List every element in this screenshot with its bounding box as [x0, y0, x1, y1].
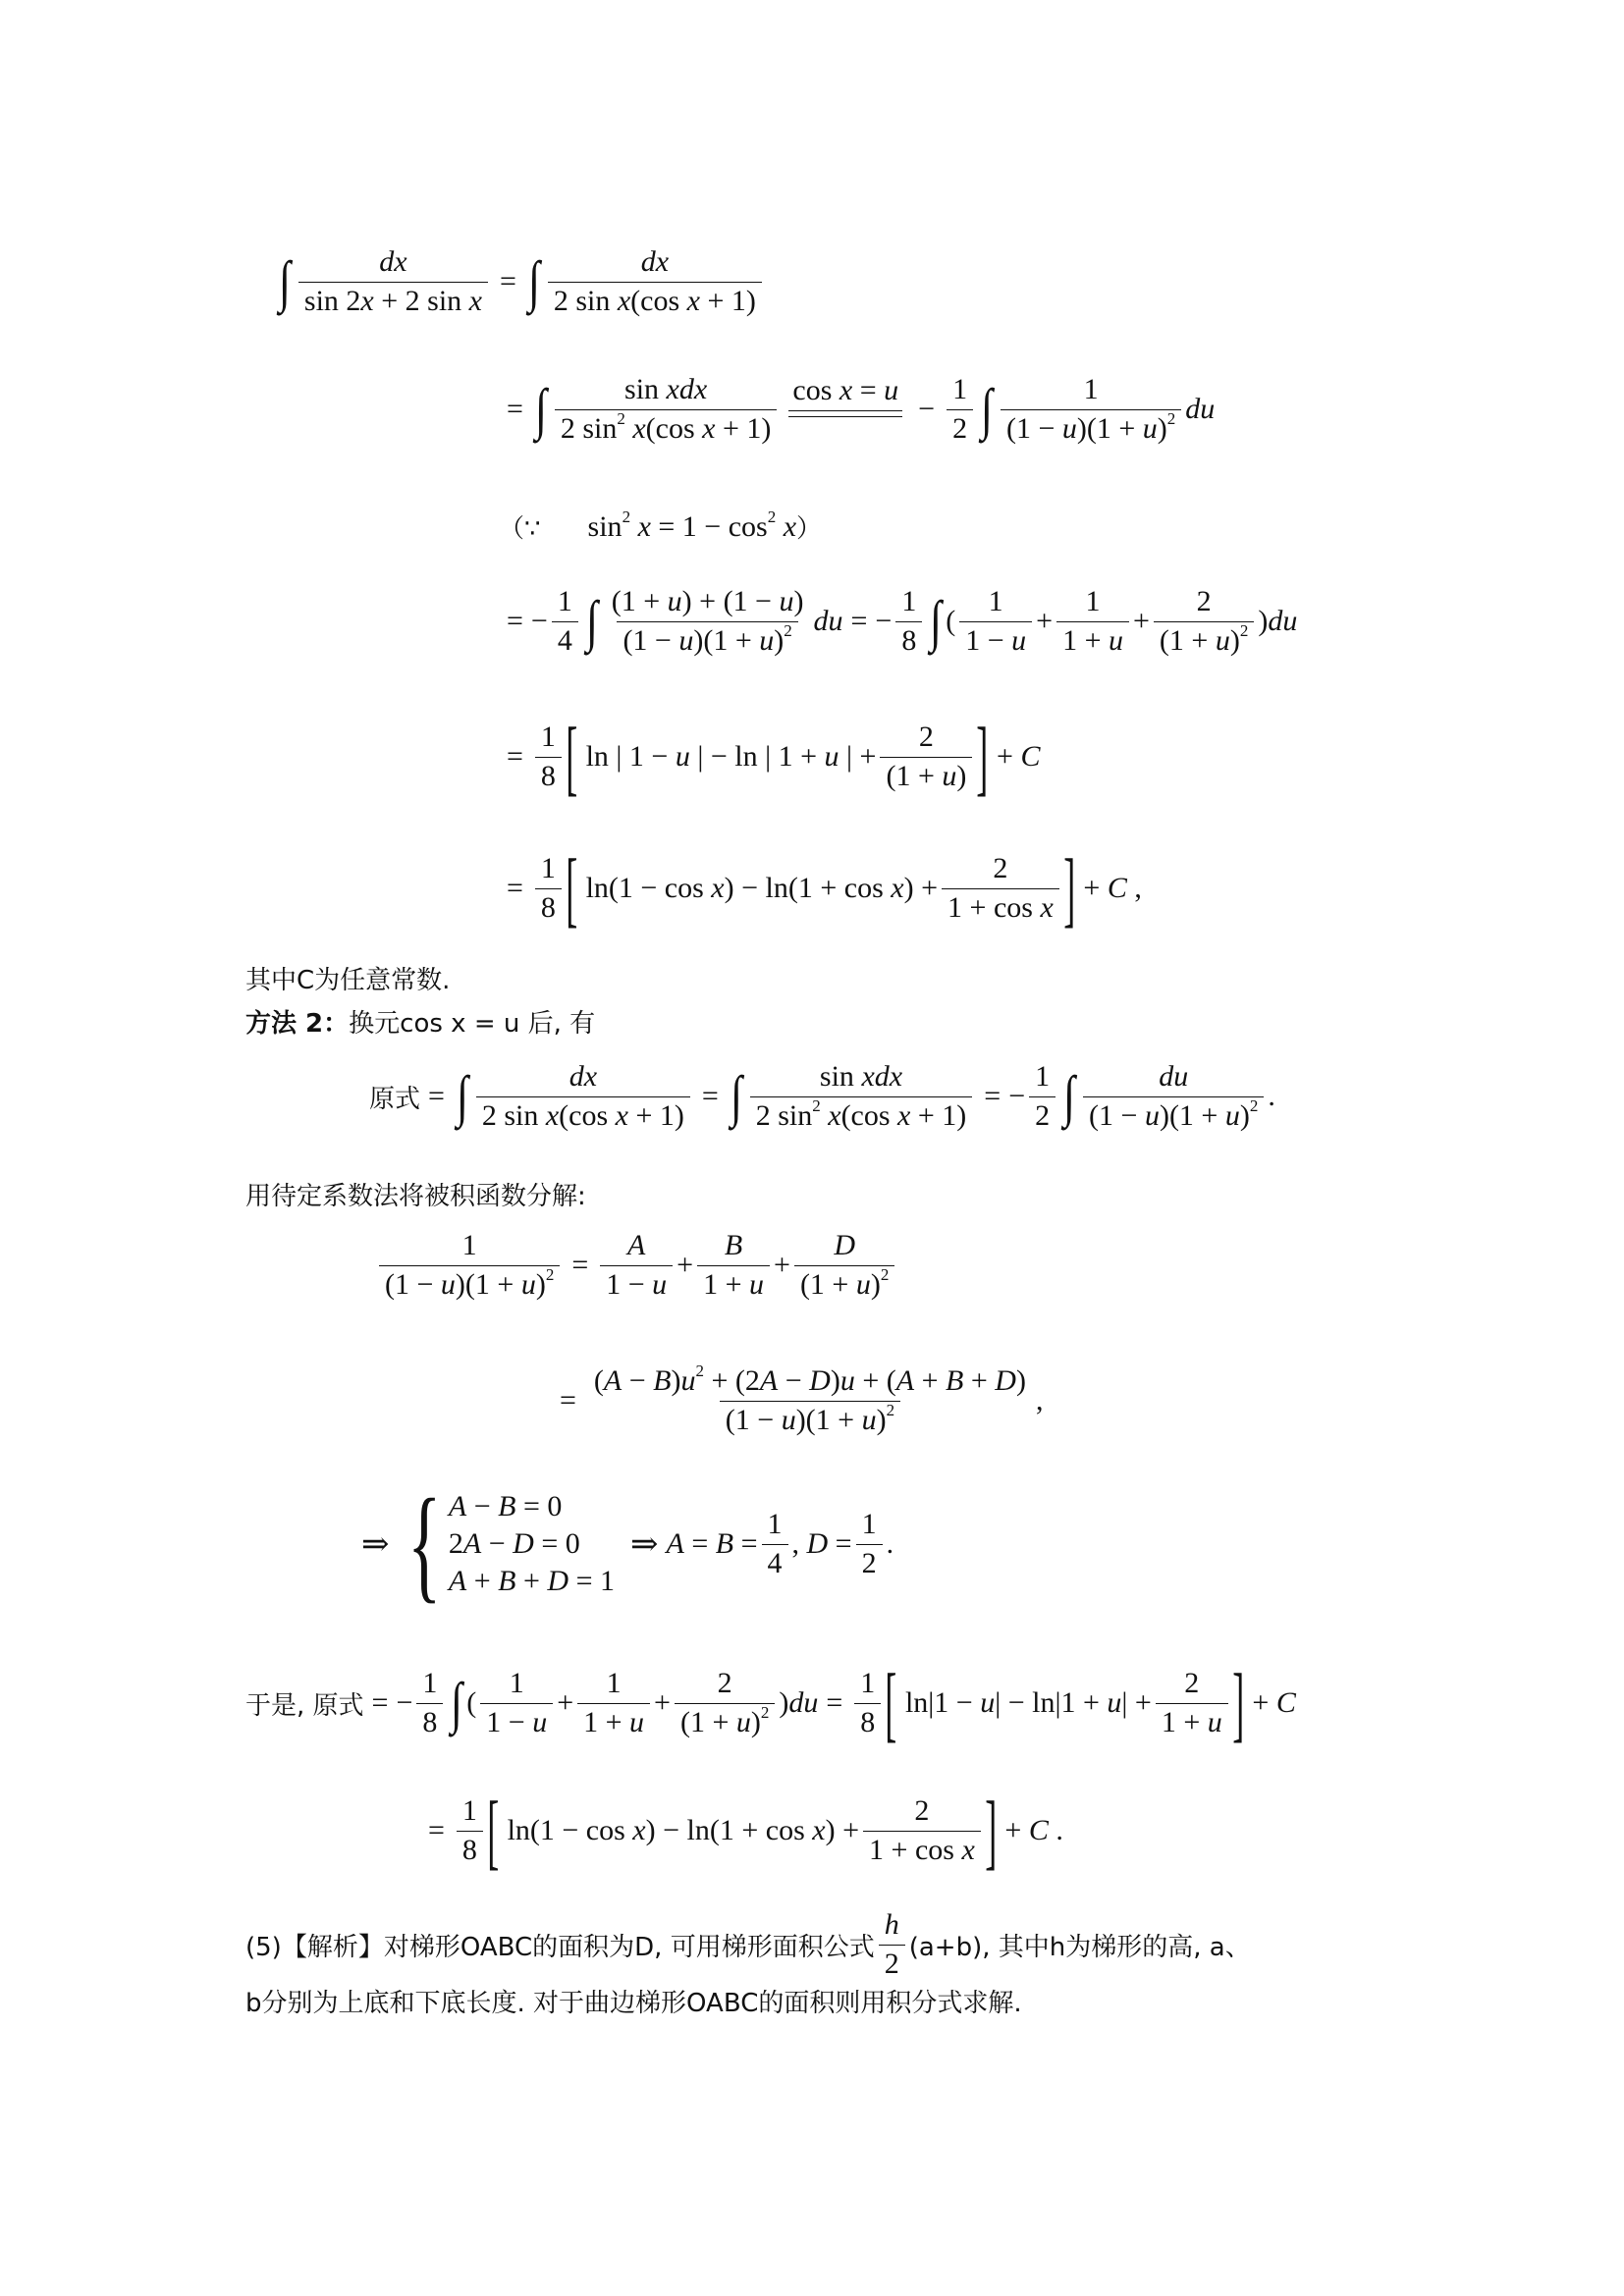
eq-final-1: 于是, 原式 = − $\frac{1}{8}$ ∫ ( $\frac{1}{1 - u}$ + $\frac{1}{1 + u}$ + $\frac{2}{(1 + u)^2}$ ) du = $\frac{1}{8}$ [ ln|1 − u| − ln|1 + u| + $\frac{2}{1 + u}$ ] + C — [245, 1656, 1296, 1750]
eq-final-2: = $\frac{1}{8}$ [ ln(1 − cos x) − ln(1 + cos x) + $\frac{2}{\text{1 + cos x}}$ ] + C . — [428, 1784, 1063, 1878]
eq-line-2: = ∫ $\frac{\text{sin xdx}}{2 \sin^2 x(\cos x + 1)}$ cos x = u − $\frac{1}{2}$ ∫ $\frac{1}{(1 - u)(1 + u)^2}$ du — [507, 373, 1216, 445]
problem5-line2 — [245, 1983, 1022, 2019]
eq-method2: 原式 = ∫ $\frac{dx}{\text{2 sin x(cos x + 1)}}$ = ∫ $\frac{\text{sin xdx}}{2 \sin^2 x(\cos x + 1)}$ = − $\frac{1}{2}$ ∫ $\frac{du}{(1 - u)(1 + u)^2}$ . — [369, 1060, 1275, 1132]
pf-intro-text: 用待定系数法将被积函数分解: — [245, 1182, 586, 1211]
eq-system: ⇒ { A − B = 0 2A − D = 0 A + B + D = 1 ⇒ A = B = $\frac{1}{4}$ , D = $\frac{1}{2}$ . — [361, 1473, 894, 1615]
method2-heading — [245, 1003, 595, 1040]
eq-comment: （∵ $\sin^2 x = 1 - \cos^2 x$ ） — [499, 507, 823, 544]
comment-close: ） — [796, 514, 823, 544]
problem5-line1: (5)【解析】对梯形OABC的面积为D, 可用梯形面积公式 $\frac{h}{2}$ (a+b), 其中h为梯形的高, a、 — [245, 1908, 1251, 1980]
problem5-text-2: (a+b), 其中h为梯形的高, a、 — [908, 1932, 1251, 1962]
eq-line-6: = $\frac{1}{8}$ [ ln(1 − cos x) − ln(1 + cos x) + $\frac{2}{\text{1 + cos x}}$ ] + C , — [507, 841, 1142, 935]
method2-text: 换元cos x = u 后, 有 — [349, 1009, 596, 1039]
eq-line-5: = $\frac{1}{8}$ [ ln | 1 − u | − ln | 1 + u | + $\frac{2}{(1 + u)}$ ] + C — [507, 710, 1041, 804]
eq-pf-1: $\frac{1}{(1 - u)(1 + u)^2}$ = $\frac{A}{1 - u}$ + $\frac{B}{1 + u}$ + $\frac{D}{(1 + u)^2}$ — [375, 1229, 898, 1302]
c-note-text: 其中C为任意常数. — [245, 966, 451, 995]
eq-line-1: ∫ $\frac{dx}{\text{sin 2x + 2 sin x}}$ = ∫ $\frac{dx}{\text{2 sin x(cos x + 1)}}$ — [275, 245, 766, 318]
substitution-label: cos x = u — [788, 374, 902, 445]
problem5-text-3: b分别为上底和下底长度. 对于曲边梯形OABC的面积则用积分式求解. — [245, 1989, 1022, 2018]
c-note — [245, 960, 450, 996]
method2-label: 方法 2： — [245, 1009, 350, 1039]
yuanshi-label: 原式 — [369, 1084, 421, 1114]
problem5-text-1: (5)【解析】对梯形OABC的面积为D, 可用梯形面积公式 — [245, 1932, 875, 1962]
pf-intro — [245, 1176, 586, 1212]
because-label: （∵ — [499, 514, 541, 544]
yushi-label: 于是, 原式 — [245, 1690, 364, 1721]
eq-pf-2: = $\frac{(A - B)u^2 + (2A - D)u + (A + B + D)}{(1 - u)(1 + u)^2}$ , — [560, 1362, 1044, 1436]
eq-line-4: = − $\frac{1}{4}$ ∫ $\frac{(1 + u) + (1 - u)}{(1 - u)(1 + u)^2}$ du = − $\frac{1}{8}$ ∫ ( $\frac{1}{1 - u}$ + $\frac{1}{1 + u}$ + $\frac{2}{(1 + u)^2}$ ) du — [507, 585, 1298, 657]
